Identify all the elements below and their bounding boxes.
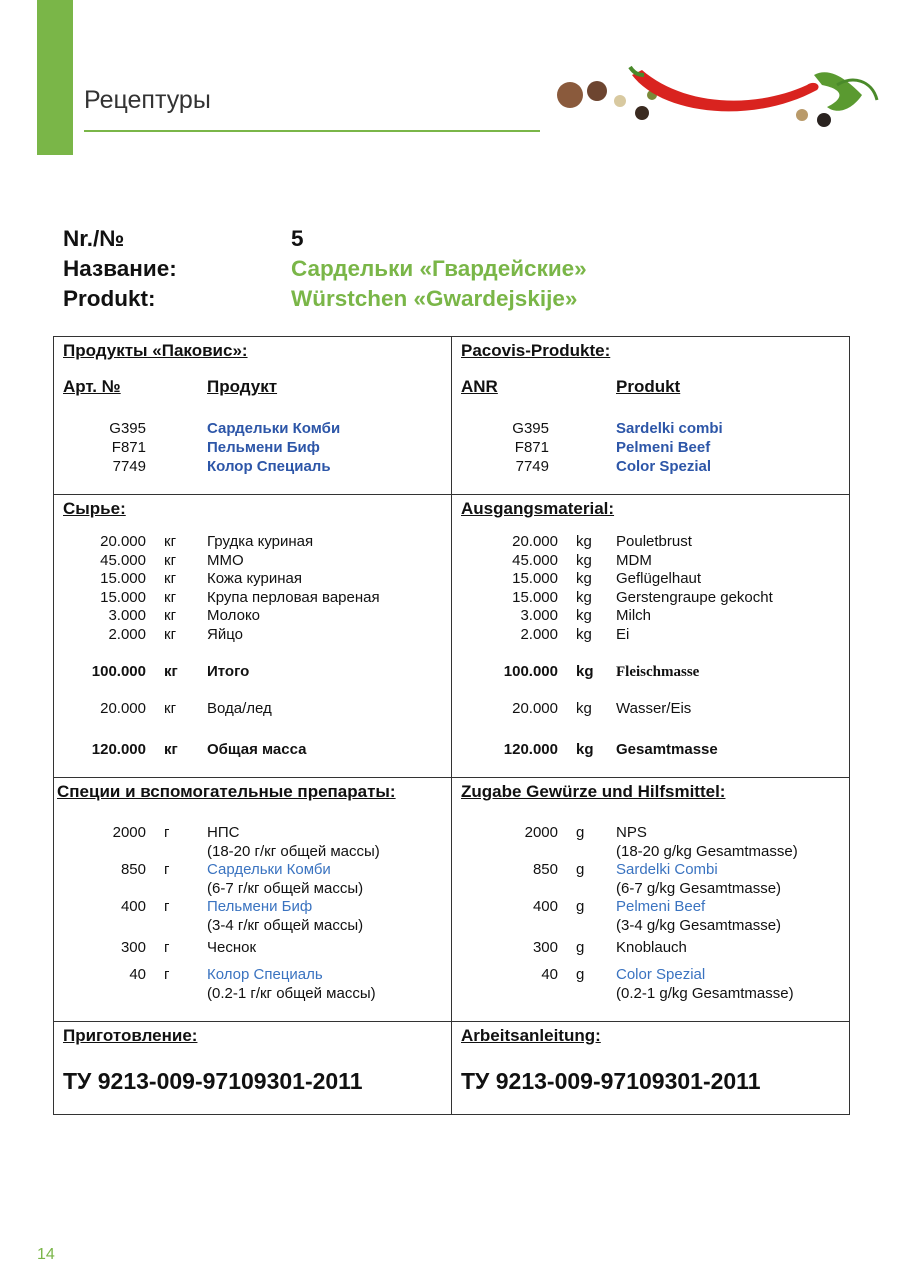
raw-water-name: Wasser/Eis [616, 700, 692, 717]
spice-qty: 850 [120, 861, 146, 878]
recipe-product-value: Würstchen «Gwardejskije» [291, 286, 578, 311]
spices-illustration [552, 55, 882, 140]
spices-de-cell [452, 778, 850, 1022]
spice-unit: g [576, 824, 585, 841]
prep-de-title: Arbeitsanleitung: [461, 1026, 601, 1045]
prep-de-spec: ТУ 9213-009-97109301-2011 [461, 1068, 761, 1094]
raw-water-unit: кг [164, 700, 177, 717]
raw-total-unit: кг [164, 741, 178, 758]
spice-qty: 40 [541, 966, 558, 983]
spice-name: Sardelki Combi [616, 861, 718, 878]
products-de-cell [452, 337, 850, 495]
product-name: Pelmeni Beef [616, 439, 711, 456]
raw-unit: кг [164, 589, 177, 606]
product-name: Пельмени Биф [207, 439, 320, 456]
raw-qty: 15.000 [100, 589, 146, 606]
spice-name: NPS [616, 824, 647, 841]
col-product-header: Продукт [207, 377, 278, 396]
spice-unit: г [164, 824, 170, 841]
product-name: Колор Специаль [207, 458, 331, 475]
spice-qty: 40 [129, 966, 146, 983]
raw-total-qty: 120.000 [91, 741, 146, 758]
raw-qty: 15.000 [512, 589, 558, 606]
spice-name: НПС [207, 824, 240, 841]
spice-note: (6-7 g/kg Gesamtmasse) [616, 880, 782, 897]
raw-unit: кг [164, 533, 177, 550]
raw-name: Грудка куриная [207, 533, 314, 550]
spice-name: Чеснок [207, 939, 257, 956]
spice-name: Колор Специаль [207, 966, 323, 983]
raw-unit: kg [576, 533, 592, 550]
raw-unit: kg [576, 552, 592, 569]
prep-ru-spec: ТУ 9213-009-97109301-2011 [63, 1068, 363, 1094]
col-art-header: Арт. № [63, 377, 121, 396]
raw-subtotal-qty: 100.000 [91, 663, 146, 680]
spice-name: Сардельки Комби [207, 861, 331, 878]
raw-water-unit: kg [576, 700, 592, 717]
spices-ru-title: Специи и вспомогательные препараты: [57, 782, 396, 801]
prep-ru-title: Приготовление: [63, 1026, 198, 1045]
raw-subtotal-unit: kg [576, 663, 594, 680]
raw-qty: 3.000 [108, 607, 146, 624]
spice-note: (18-20 g/kg Gesamtmasse) [616, 843, 798, 860]
product-name: Sardelki combi [616, 420, 723, 437]
prep-de-cell [452, 1022, 850, 1115]
raw-name: Молоко [207, 607, 261, 624]
page-number: 14 [37, 1246, 55, 1263]
raw-name: Ei [616, 626, 630, 643]
col-art-header: ANR [461, 377, 498, 396]
raw-name: ММО [207, 552, 244, 569]
spice-note: (0.2-1 г/кг общей массы) [207, 985, 376, 1002]
product-art: G395 [512, 420, 549, 437]
product-name: Сардельки Комби [207, 420, 341, 437]
raw-qty: 20.000 [512, 533, 558, 550]
spices-de-title: Zugabe Gewürze und Hilfsmittel: [461, 782, 726, 801]
raw-qty: 20.000 [100, 533, 146, 550]
raw-total-qty: 120.000 [503, 741, 558, 758]
raw-qty: 45.000 [100, 552, 146, 569]
product-art: G395 [109, 420, 146, 437]
spice-unit: г [164, 939, 170, 956]
spice-name: Knoblauch [616, 939, 687, 956]
recipe-table [53, 336, 850, 1115]
product-name: Color Spezial [616, 458, 712, 475]
products-ru-title: Продукты «Паковис»: [63, 341, 248, 360]
prep-ru-cell [54, 1022, 452, 1115]
header-accent-bar [37, 0, 73, 155]
recipe-number-value: 5 [291, 226, 304, 251]
product-art: F871 [514, 439, 549, 456]
spice-qty: 850 [532, 861, 558, 878]
raw-unit: кг [164, 552, 177, 569]
spice-unit: г [164, 966, 170, 983]
raw-unit: kg [576, 570, 592, 587]
spice-unit: г [164, 861, 170, 878]
raw-qty: 2.000 [520, 626, 558, 643]
raw-qty: 15.000 [512, 570, 558, 587]
spice-qty: 300 [532, 939, 558, 956]
raw-ru-title: Сырье: [63, 499, 126, 518]
spices-ru-cell [54, 778, 452, 1022]
raw-subtotal-qty: 100.000 [503, 663, 558, 680]
raw-name: Geflügelhaut [616, 570, 702, 587]
recipe-number-label: Nr./№ [63, 226, 125, 251]
spice-name: Color Spezial [616, 966, 706, 983]
raw-name: Крупа перловая вареная [207, 589, 380, 606]
raw-de-title: Ausgangsmaterial: [461, 499, 615, 518]
spice-qty: 2000 [112, 824, 146, 841]
header-divider [84, 130, 540, 132]
page-section-title: Рецептуры [84, 86, 211, 114]
recipe-product-label: Produkt: [63, 286, 156, 311]
raw-subtotal-unit: кг [164, 663, 178, 680]
raw-qty: 2.000 [108, 626, 146, 643]
raw-subtotal-name: Итого [207, 663, 250, 680]
raw-qty: 15.000 [100, 570, 146, 587]
spice-note: (0.2-1 g/kg Gesamtmasse) [616, 985, 794, 1002]
recipe-name-value: Сардельки «Гвардейские» [291, 256, 587, 281]
spice-note: (6-7 г/кг общей массы) [207, 880, 364, 897]
spice-note: (18-20 г/кг общей массы) [207, 843, 380, 860]
product-art: 7749 [515, 458, 549, 475]
raw-total-name: Общая масса [207, 741, 307, 758]
spice-unit: g [576, 898, 585, 915]
spice-qty: 2000 [524, 824, 558, 841]
products-de-title: Pacovis-Produkte: [461, 341, 611, 360]
spice-unit: g [576, 861, 585, 878]
spice-note: (3-4 g/kg Gesamtmasse) [616, 917, 782, 934]
raw-name: Gerstengraupe gekocht [616, 589, 773, 606]
raw-qty: 45.000 [512, 552, 558, 569]
raw-name: Pouletbrust [616, 533, 692, 550]
spice-unit: g [576, 966, 585, 983]
spice-unit: г [164, 898, 170, 915]
raw-unit: kg [576, 607, 592, 624]
raw-unit: кг [164, 626, 177, 643]
raw-name: Кожа куриная [207, 570, 302, 587]
raw-unit: kg [576, 589, 592, 606]
recipe-name-label: Название: [63, 256, 177, 281]
raw-subtotal-name: Fleischmasse [616, 664, 700, 680]
spice-note: (3-4 г/кг общей массы) [207, 917, 364, 934]
raw-name: MDM [616, 552, 652, 569]
spice-qty: 400 [532, 898, 558, 915]
spice-name: Pelmeni Beef [616, 898, 706, 915]
raw-qty: 3.000 [520, 607, 558, 624]
raw-water-qty: 20.000 [100, 700, 146, 717]
products-ru-cell [54, 337, 452, 495]
product-art: 7749 [112, 458, 146, 475]
raw-unit: кг [164, 607, 177, 624]
raw-unit: кг [164, 570, 177, 587]
spice-qty: 400 [120, 898, 146, 915]
raw-water-name: Вода/лед [207, 700, 272, 717]
raw-total-name: Gesamtmasse [616, 741, 718, 758]
product-art: F871 [111, 439, 146, 456]
raw-de-cell [452, 495, 850, 778]
raw-total-unit: kg [576, 741, 594, 758]
raw-ru-cell [54, 495, 452, 778]
raw-name: Яйцо [207, 626, 243, 643]
spice-qty: 300 [120, 939, 146, 956]
col-product-header: Produkt [616, 377, 681, 396]
spice-name: Пельмени Биф [207, 898, 313, 915]
spice-unit: g [576, 939, 585, 956]
raw-name: Milch [616, 607, 652, 624]
raw-unit: kg [576, 626, 592, 643]
raw-water-qty: 20.000 [512, 700, 558, 717]
